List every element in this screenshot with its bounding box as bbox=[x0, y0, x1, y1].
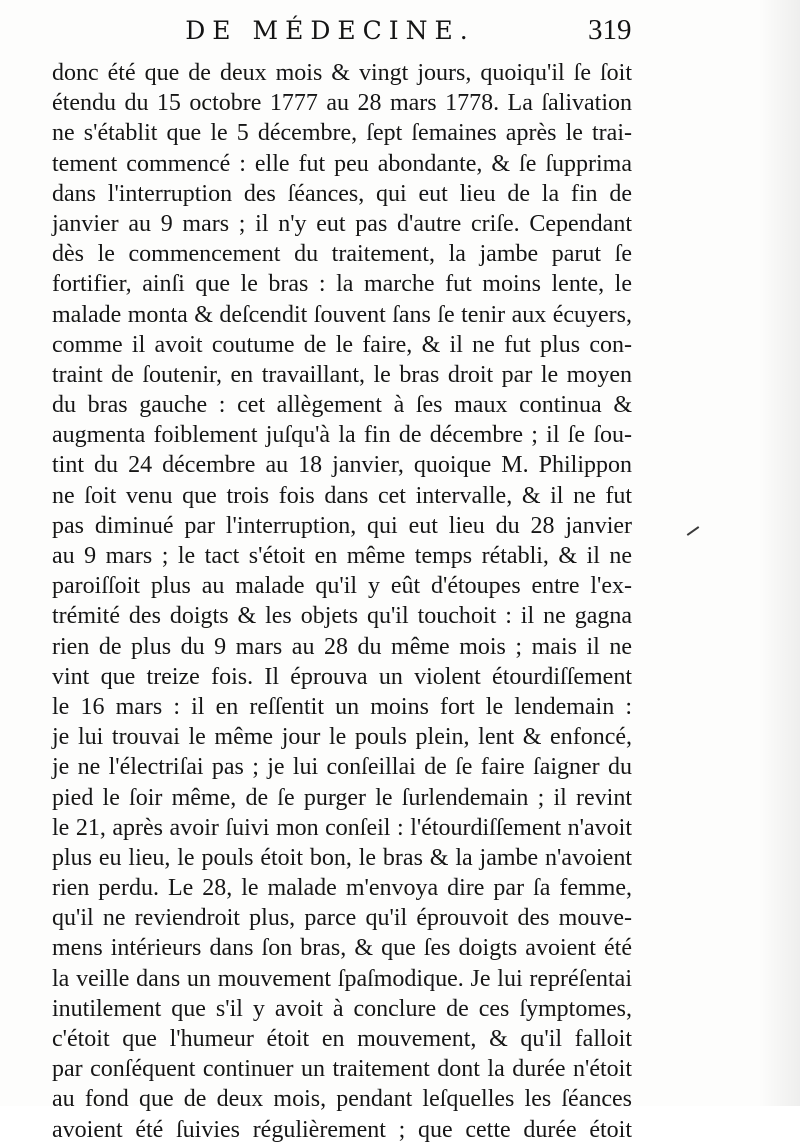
text-line: mens intérieurs dans ſon bras, & que ſes doigts avoient été bbox=[52, 935, 632, 962]
text-line: rien perdu. Le 28, le malade m'envoya dire par ſa femme, bbox=[52, 875, 632, 902]
text-line: dans l'interruption des ſéances, qui eut lieu de la fin de bbox=[52, 180, 632, 207]
text-line: paroiſſoit plus au malade qu'il y eût d'étoupes entre l'ex- bbox=[52, 573, 632, 600]
text-line: ne s'établit que le 5 décembre, ſept ſemaines après le trai- bbox=[52, 120, 632, 147]
text-line: traint de ſoutenir, en travaillant, le bras droit par le moyen bbox=[52, 361, 632, 388]
text-line: augmenta foiblement juſqu'à la fin de décembre ; il ſe ſou- bbox=[52, 422, 632, 449]
text-line: qu'il ne reviendroit plus, parce qu'il éprouvoit des mouve- bbox=[52, 905, 632, 932]
text-line: trémité des doigts & les objets qu'il touchoit : il ne gagna bbox=[52, 603, 632, 630]
text-line: au 9 mars ; le tact s'étoit en même temps rétabli, & il ne bbox=[52, 543, 632, 569]
text-line: malade monta & deſcendit ſouvent ſans ſe tenir aux écuyers, bbox=[52, 301, 632, 328]
page-number: 319 bbox=[588, 14, 632, 46]
text-line: je ne l'électriſai pas ; je lui conſeillai de ſe faire ſaigner du bbox=[52, 754, 632, 781]
body-text bbox=[52, 58, 632, 1145]
text-line: pas diminué par l'interruption, qui eut lieu du 28 janvier bbox=[52, 512, 632, 539]
text-line: je lui trouvai le même jour le pouls plein, lent & enfoncé, bbox=[52, 724, 632, 751]
text-line: ne ſoit venu que trois fois dans cet intervalle, & il ne fut bbox=[52, 482, 632, 509]
text-line: rien de plus du 9 mars au 28 du même mois ; mais il ne bbox=[52, 633, 632, 660]
text-line: vint que treize fois. Il éprouva un violent étourdiſſement bbox=[52, 663, 632, 690]
text-line: le 21, après avoir ſuivi mon conſeil : l'étourdiſſement n'avoit bbox=[52, 814, 632, 841]
text-line: fortifier, ainſi que le bras : la marche fut moins lente, le bbox=[52, 271, 632, 298]
page-edge-shadow bbox=[758, 0, 800, 1106]
running-title: DE MÉDECINE. bbox=[185, 16, 475, 45]
text-line: étendu du 15 octobre 1777 au 28 mars 1778. La ſalivation bbox=[52, 90, 632, 117]
margin-pen-mark bbox=[687, 526, 700, 536]
text-line: comme il avoit coutume de le faire, & il ne fut plus con- bbox=[52, 331, 632, 358]
text-line: janvier au 9 mars ; il n'y eut pas d'autre criſe. Cependant bbox=[52, 210, 632, 237]
text-line: dès le commencement du traitement, la jambe parut ſe bbox=[52, 241, 632, 268]
text-line: c'étoit que l'humeur étoit en mouvement, & qu'il falloit bbox=[52, 1026, 632, 1052]
text-line: du bras gauche : cet allègement à ſes maux continua & bbox=[52, 392, 632, 419]
text-line: au fond que de deux mois, pendant leſquelles les ſéances bbox=[52, 1086, 632, 1113]
text-line: donc été que de deux mois & vingt jours, quoiqu'il ſe ſoit bbox=[52, 60, 632, 86]
text-line: par conſéquent continuer un traitement dont la durée n'étoit bbox=[52, 1056, 632, 1083]
text-line: tement commencé : elle fut peu abondante, & ſe ſupprima bbox=[52, 150, 632, 177]
text-line: la veille dans un mouvement ſpaſmodique. Je lui repréſentai bbox=[52, 965, 632, 992]
text-line: le 16 mars : il en reſſentit un moins fort le lendemain : bbox=[52, 693, 632, 720]
text-line: pied le ſoir même, de ſe purger le ſurlendemain ; il revint bbox=[52, 784, 632, 811]
text-line: avoient été ſuivies régulièrement ; que cette durée étoit bbox=[52, 1116, 632, 1143]
text-line: plus eu lieu, le pouls étoit bon, le bras & la jambe n'avoient bbox=[52, 844, 632, 871]
text-line: inutilement que s'il y avoit à conclure de ces ſymptomes, bbox=[52, 995, 632, 1022]
text-line: tint du 24 décembre au 18 janvier, quoique M. Philippon bbox=[52, 452, 632, 479]
